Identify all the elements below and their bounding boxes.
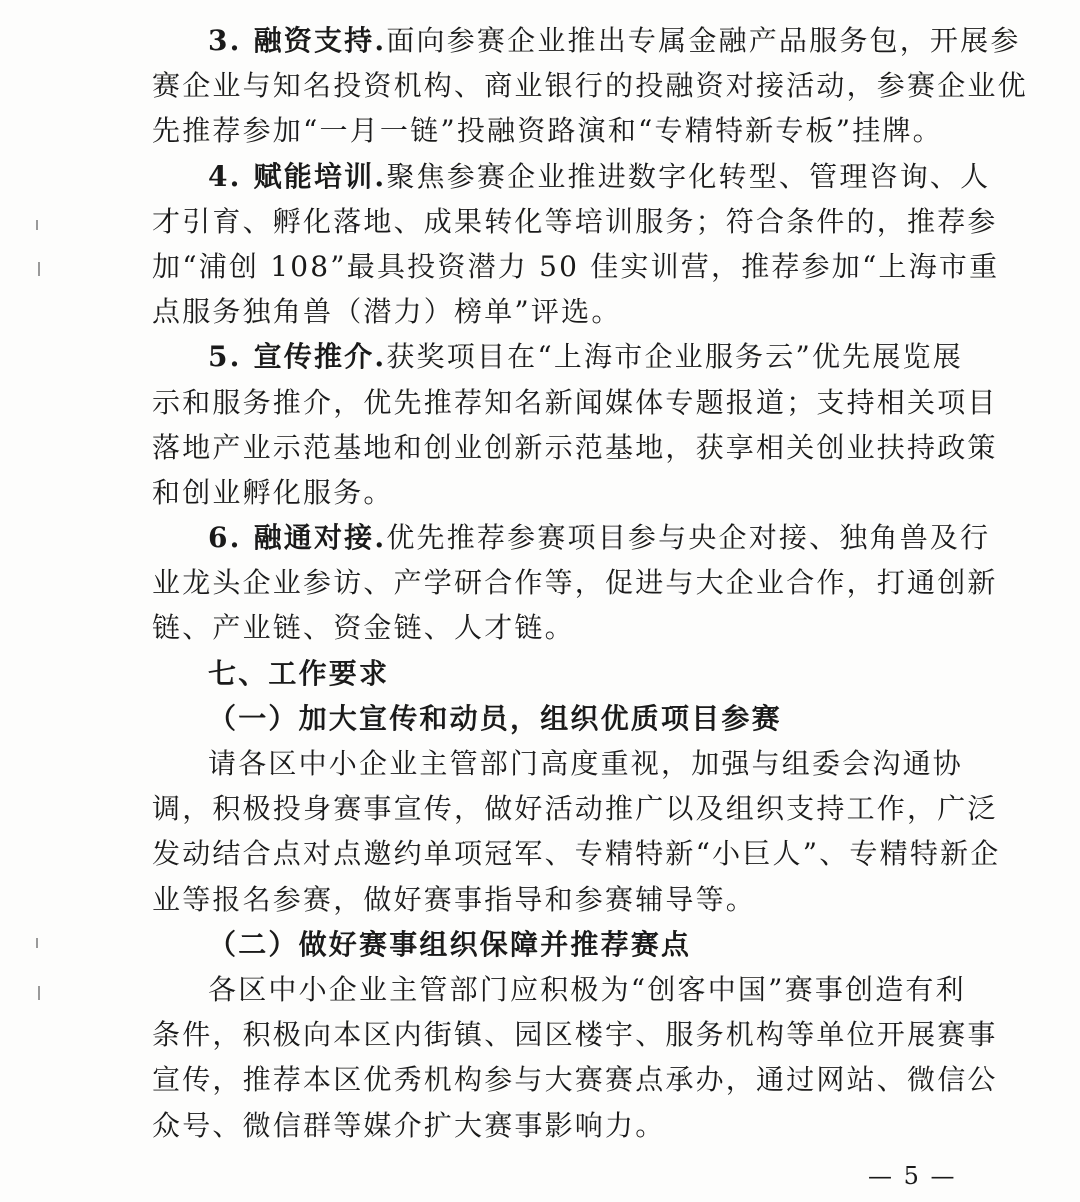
subsection-one-line-4: 业等报名参赛，做好赛事指导和参赛辅导等。 — [152, 882, 757, 916]
subsection-two-line-1: 各区中小企业主管部门应积极为“创客中国”赛事创造有利 — [208, 972, 966, 1006]
subsection-one-line-3: 发动结合点对点邀约单项冠军、专精特新“小巨人”、专精特新企 — [152, 837, 1001, 871]
subsection-one-line-2: 调，积极投身赛事宣传，做好活动推广以及组织支持工作，广泛 — [152, 792, 998, 826]
paragraph-promotion-line-3: 落地产业示范基地和创业创新示范基地，获享相关创业扶持政策 — [152, 430, 998, 464]
paragraph-financing-line-2: 赛企业与知名投资机构、商业银行的投融资对接活动，参赛企业优 — [152, 69, 1028, 103]
paragraph-promotion-label: 5. 宣传推介. — [208, 340, 387, 374]
subsection-two-line-3: 宣传，推荐本区优秀机构参与大赛赛点承办，通过网站、微信公 — [152, 1063, 998, 1097]
subsection-two-line-2: 条件，积极向本区内街镇、园区楼宇、服务机构等单位开展赛事 — [152, 1018, 998, 1052]
document-body — [152, 18, 1028, 1148]
paragraph-connection-label: 6. 融通对接. — [208, 521, 387, 555]
paragraph-promotion-line-1: 5. 宣传推介.获奖项目在“上海市企业服务云”优先展览展 — [208, 340, 963, 374]
paragraph-financing-label: 3. 融资支持. — [208, 24, 387, 57]
paragraph-connection-line-3: 链、产业链、资金链、人才链。 — [152, 611, 575, 645]
paragraph-training-line-2: 才引育、孵化落地、成果转化等培训服务；符合条件的，推荐参 — [152, 204, 998, 238]
paragraph-promotion-line-4: 和创业孵化服务。 — [152, 475, 394, 509]
paragraph-training-line-4: 点服务独角兽（潜力）榜单”评选。 — [152, 295, 622, 329]
paragraph-financing-line-3: 先推荐参加“一月一链”投融资路演和“专精特新专板”挂牌。 — [152, 114, 943, 148]
page-number: — 5 — — [868, 1162, 957, 1190]
section-title: 七、工作要求 — [208, 656, 390, 690]
paragraph-connection-line-2: 业龙头企业参访、产学研合作等，促进与大企业合作，打通创新 — [152, 566, 998, 600]
paragraph-training-line-1: 4. 赋能培训.聚焦参赛企业推进数字化转型、管理咨询、人 — [208, 159, 991, 193]
paragraph-promotion-line-2: 示和服务推介，优先推荐知名新闻媒体专题报道；支持相关项目 — [152, 385, 998, 419]
subsection-title: （一）加大宣传和动员，组织优质项目参赛 — [208, 701, 782, 735]
paragraph-financing-line-1: 3. 融资支持.面向参赛企业推出专属金融产品服务包，开展参 — [208, 24, 1021, 57]
scan-mark — [36, 938, 38, 948]
scan-mark — [36, 220, 38, 230]
subsection-two-line-4: 众号、微信群等媒介扩大赛事影响力。 — [152, 1108, 666, 1142]
scan-mark — [38, 986, 40, 1000]
scan-mark — [38, 262, 40, 276]
paragraph-training-line-3: 加“浦创 108”最具投资潜力 50 佳实训营，推荐参加“上海市重 — [152, 249, 1000, 283]
paragraph-training-label: 4. 赋能培训. — [208, 159, 387, 193]
paragraph-connection-line-1: 6. 融通对接.优先推荐参赛项目参与央企对接、独角兽及行 — [208, 521, 991, 555]
subsection-title: （二）做好赛事组织保障并推荐赛点 — [208, 927, 692, 961]
subsection-one-line-1: 请各区中小企业主管部门高度重视，加强与组委会沟通协 — [208, 747, 964, 780]
